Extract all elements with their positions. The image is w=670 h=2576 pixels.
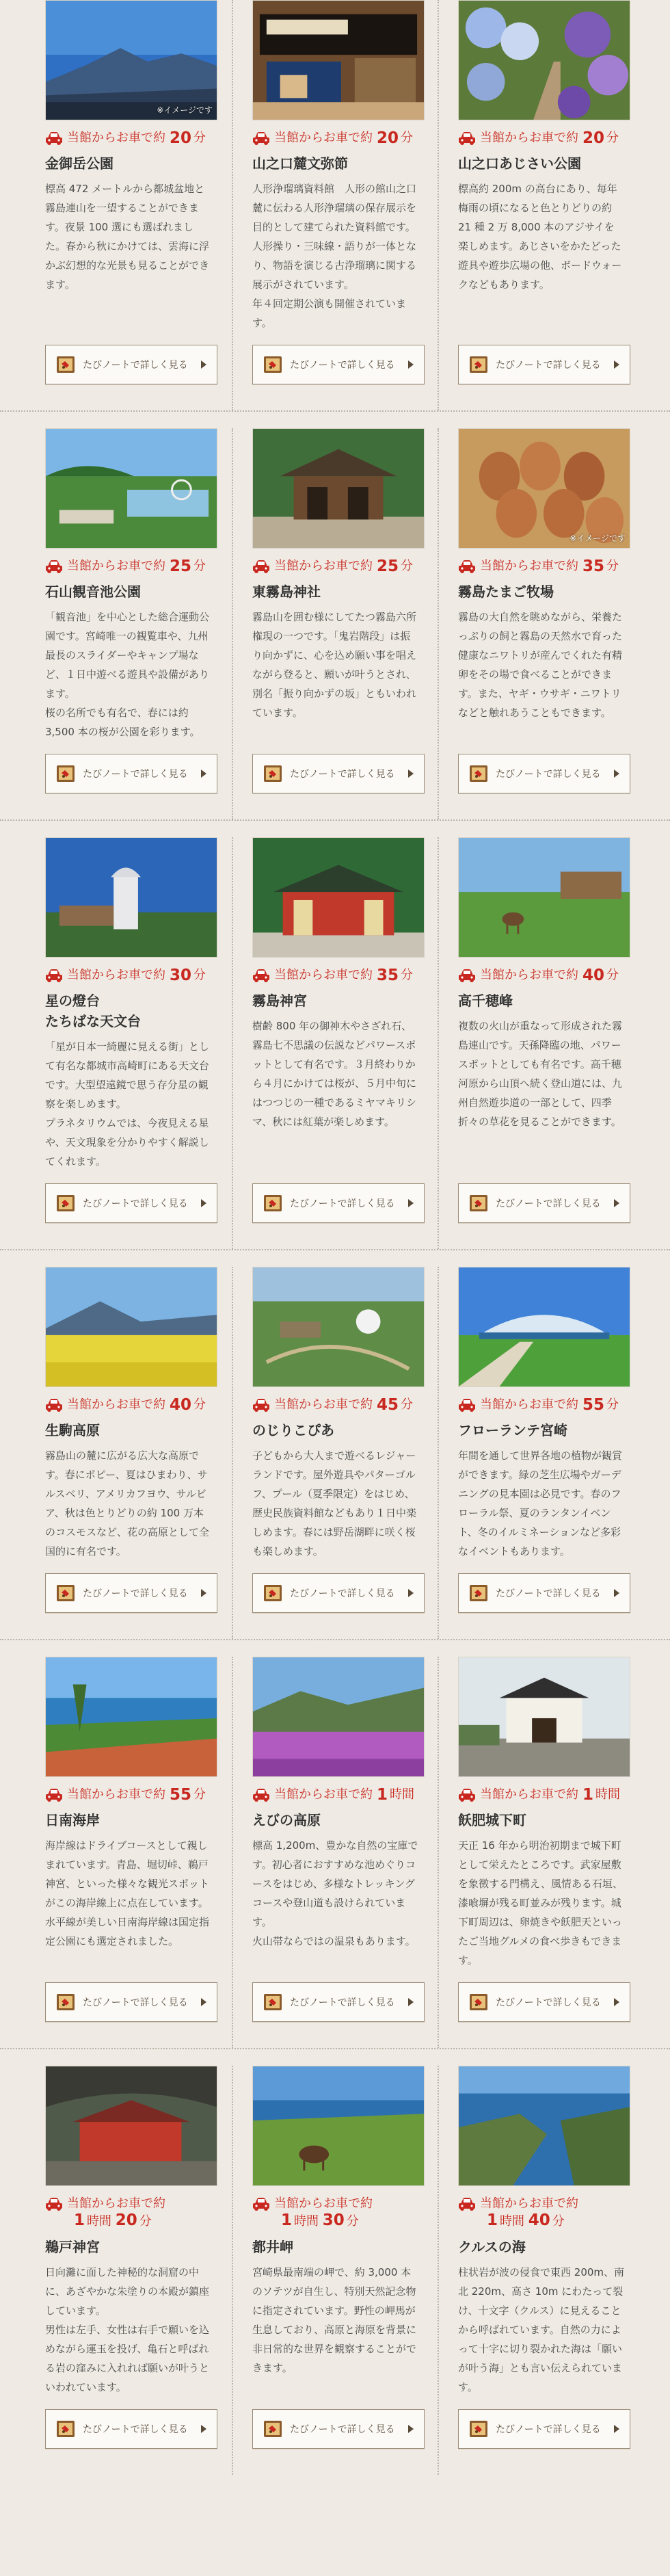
drive-time-prefix: 当館からお車で約 xyxy=(480,968,578,982)
drive-time-value: 25 xyxy=(377,557,399,575)
spot-photo-image xyxy=(253,2066,424,2185)
drive-time xyxy=(252,1787,418,1803)
spot-title: のじりこぴあ xyxy=(252,1422,334,1438)
drive-time xyxy=(45,130,213,146)
car-icon xyxy=(45,1787,63,1802)
notebook-icon xyxy=(468,2419,489,2439)
tabi-note-detail-button[interactable] xyxy=(45,345,217,384)
drive-time xyxy=(252,1397,418,1413)
detail-button-label: たびノートで詳しく見る xyxy=(83,2424,188,2435)
drive-time-unit: 分 xyxy=(606,968,619,982)
spot-description: 複数の火山が重なって形成された霧島連山です。天孫降臨の地、パワースポットとしても有名です。高千穂河原から山頂へ続く登山道には、九州自然遊歩道の一部として、四季折々の草花を見ることができます。 xyxy=(458,1020,623,1128)
arrow-right-icon xyxy=(407,770,414,778)
spot-title: 金御岳公園 xyxy=(45,155,113,172)
drive-time-prefix: 当館からお車で約 xyxy=(274,2196,373,2211)
drive-time-unit: 時間 xyxy=(87,2214,112,2229)
drive-time-value: 40 xyxy=(582,967,605,984)
tabi-note-detail-button[interactable] xyxy=(458,2409,630,2449)
spot-photo-image xyxy=(459,1,630,120)
car-icon xyxy=(252,559,270,574)
spot-description: 海岸線はドライブコースとして親しまれています。青島、堀切峠、鵜戸神宮、といった様々な観光スポットがこの海岸線上に点在しています。 水平線が美しい日南海岸線は国定指定公園にも選定されました。 xyxy=(45,1839,210,1947)
car-icon xyxy=(45,1397,63,1412)
tabi-note-detail-button[interactable] xyxy=(252,754,425,793)
tabi-note-detail-button[interactable] xyxy=(45,1183,217,1223)
drive-time-prefix: 当館からお車で約 xyxy=(480,1397,578,1412)
detail-button-label: たびノートで詳しく見る xyxy=(83,360,188,371)
drive-time-value: 1 xyxy=(582,1786,594,1804)
spot-card xyxy=(438,837,643,1249)
detail-button-label: たびノートで詳しく見る xyxy=(496,769,601,780)
spot-description: 標高 472 メートルから都城盆地と霧島連山を一望することができます。夜景 100 選にも選ばれました。春から秋にかけては、雲海に浮かぶ幻想的な光景も見ることができます。 xyxy=(45,183,210,291)
arrow-right-icon xyxy=(407,1589,414,1597)
drive-time xyxy=(45,967,213,984)
spot-description: 「観音池」を中心とした総合運動公園です。宮崎唯一の観覧車や、九州最長のスライダーやキャンプ場など、１日中遊べる遊具や設備があります。 桜の名所でも有名で、春には約 3,500 本の桜が公園を彩ります。 xyxy=(45,611,210,738)
drive-time-unit: 分 xyxy=(193,559,206,573)
drive-time xyxy=(252,967,418,984)
spot-card xyxy=(26,2066,232,2475)
spot-card xyxy=(438,428,643,819)
spot-photo xyxy=(458,0,630,120)
tabi-note-detail-button[interactable] xyxy=(252,1573,425,1613)
drive-time-value: 45 xyxy=(377,1396,399,1414)
spot-title: 山之口あじさい公園 xyxy=(458,155,581,172)
spot-card xyxy=(438,1267,643,1639)
spot-photo xyxy=(458,837,630,958)
notebook-icon xyxy=(468,1193,489,1213)
drive-time-hours: 1 xyxy=(487,2211,498,2229)
spot-card xyxy=(26,837,232,1249)
tabi-note-detail-button[interactable] xyxy=(252,1982,425,2022)
tabi-note-detail-button[interactable] xyxy=(45,1573,217,1613)
drive-time-unit: 分 xyxy=(193,968,206,982)
detail-button-label: たびノートで詳しく見る xyxy=(496,1997,601,2008)
spot-photo-image xyxy=(253,1657,424,1776)
spot-photo-image xyxy=(253,429,424,548)
notebook-icon xyxy=(55,763,76,784)
arrow-right-icon xyxy=(407,1998,414,2006)
spot-title: 高千穂峰 xyxy=(458,993,513,1009)
drive-time-unit: 時間 xyxy=(500,2214,525,2229)
spot-title: クルスの海 xyxy=(458,2239,526,2255)
drive-time-value: 55 xyxy=(170,1786,192,1804)
spot-photo-image xyxy=(253,1,424,120)
arrow-right-icon xyxy=(200,1199,207,1207)
drive-time-unit: 分 xyxy=(193,1787,206,1802)
drive-time xyxy=(45,1397,213,1413)
drive-time-prefix: 当館からお車で約 xyxy=(480,1787,578,1802)
detail-button-label: たびノートで詳しく見る xyxy=(83,1997,188,2008)
spot-description: 人形浄瑠璃資料館 人形の館山之口麓に伝わる人形浄瑠璃の保存展示を目的として建てられた資料館です。人形操り・三味線・語りが一体となり、物語を演じる古浄瑠璃に関する展示がされています。 年４回定期公演も開催されています。 xyxy=(252,183,417,329)
tabi-note-detail-button[interactable] xyxy=(252,2409,425,2449)
tabi-note-detail-button[interactable] xyxy=(45,2409,217,2449)
drive-time-prefix: 当館からお車で約 xyxy=(67,968,165,982)
drive-time-unit: 分 xyxy=(606,1397,619,1412)
car-icon xyxy=(45,559,63,574)
car-icon xyxy=(45,131,63,146)
drive-time-prefix: 当館からお車で約 xyxy=(274,968,373,982)
spot-photo-image xyxy=(46,838,217,957)
spot-title: 日南海岸 xyxy=(45,1812,100,1828)
tabi-note-detail-button[interactable] xyxy=(45,1982,217,2022)
spot-row xyxy=(0,0,670,412)
drive-time-value: 30 xyxy=(170,967,192,984)
notebook-icon xyxy=(263,1193,283,1213)
drive-time-unit: 分 xyxy=(552,2214,565,2229)
drive-time xyxy=(252,558,418,575)
drive-time xyxy=(45,1787,213,1803)
notebook-icon xyxy=(263,354,283,375)
spot-title: 星の燈台 たちばな天文台 xyxy=(45,993,141,1029)
notebook-icon xyxy=(55,354,76,375)
spot-photo xyxy=(252,837,425,958)
notebook-icon xyxy=(468,763,489,784)
car-icon xyxy=(458,2196,476,2211)
car-icon xyxy=(252,2196,270,2211)
spot-photo-image xyxy=(459,838,630,957)
spot-card xyxy=(26,428,232,819)
spot-photo xyxy=(45,837,217,958)
photo-note: ※イメージです xyxy=(157,105,213,115)
detail-button-label: たびノートで詳しく見る xyxy=(496,1588,601,1599)
spot-description: 霧島山の麓に広がる広大な高原です。春にポピー、夏はひまわり、サルスベリ、アメリカフヨウ、サルビア、秋は色とりどりの約 100 万本のコスモスなど、花の高原として全国的に有名です。 xyxy=(45,1449,210,1558)
drive-time-value: 25 xyxy=(170,557,192,575)
arrow-right-icon xyxy=(407,1199,414,1207)
spot-card xyxy=(438,0,643,410)
notebook-icon xyxy=(263,763,283,784)
spot-description: 霧島山を囲む様にしてたつ霧島六所権現の一つです。「鬼岩階段」は振り向かずに、心を込め願い事を唱えながら登ると、願いが叶うとされ､別名「振り向かずの坂」ともいわれています。 xyxy=(252,611,417,719)
drive-time-unit: 時間 xyxy=(595,1787,621,1802)
arrow-right-icon xyxy=(200,1589,207,1597)
spot-title: 山之口麓文弥節 xyxy=(252,155,348,172)
notebook-icon xyxy=(468,1583,489,1603)
spot-description: 日向灘に面した神秘的な洞窟の中に、あざやかな朱塗りの本殿が鎮座しています。 男性は左手、女性は右手で願いを込めながら運玉を投げ、亀石と呼ばれる岩の窪みに入れれば願いが叶うといわれています。 xyxy=(45,2266,210,2393)
drive-time-prefix: 当館からお車で約 xyxy=(274,1397,373,1412)
drive-time-value: 20 xyxy=(377,129,399,147)
drive-time-prefix: 当館からお車で約 xyxy=(480,131,578,145)
drive-time-minutes: 20 xyxy=(115,2211,137,2229)
detail-button-label: たびノートで詳しく見る xyxy=(83,1588,188,1599)
drive-time-minutes: 30 xyxy=(322,2211,345,2229)
drive-time-value: 20 xyxy=(170,129,192,147)
notebook-icon xyxy=(263,2419,283,2439)
spot-description: 年間を通して世界各地の植物が観賞ができます。緑の芝生広場やガーデニングの見本園は必見です。春のフローラル祭、夏のランタンイベント、冬のイルミネーションなど多彩なイベントもあります。 xyxy=(458,1449,623,1558)
drive-time-prefix: 当館からお車で約 xyxy=(274,1787,373,1802)
car-icon xyxy=(458,131,476,146)
spot-photo xyxy=(252,1657,425,1777)
spot-photo-image xyxy=(46,1267,217,1386)
car-icon xyxy=(252,1397,270,1412)
arrow-right-icon xyxy=(200,1998,207,2006)
drive-time-unit: 時間 xyxy=(294,2214,319,2229)
drive-time-value: 40 xyxy=(170,1396,192,1414)
arrow-right-icon xyxy=(613,770,620,778)
detail-button-label: たびノートで詳しく見る xyxy=(290,360,395,371)
drive-time-prefix: 当館からお車で約 xyxy=(480,2196,578,2211)
drive-time-unit: 分 xyxy=(193,1397,206,1412)
drive-time-unit: 分 xyxy=(401,1397,414,1412)
spot-card xyxy=(438,2066,643,2475)
car-icon xyxy=(45,2196,63,2211)
spot-card xyxy=(26,0,232,410)
car-icon xyxy=(45,968,63,983)
spot-title: 鵜戸神宮 xyxy=(45,2239,100,2255)
drive-time-value: 20 xyxy=(582,129,605,147)
spot-photo xyxy=(252,1267,425,1387)
spot-row xyxy=(0,837,670,1250)
arrow-right-icon xyxy=(613,1199,620,1207)
notebook-icon xyxy=(55,1583,76,1603)
detail-button-label: たびノートで詳しく見る xyxy=(290,769,395,780)
spot-title: 霧島たまご牧場 xyxy=(458,583,554,600)
tabi-note-detail-button[interactable] xyxy=(458,1982,630,2022)
spot-photo xyxy=(458,1657,630,1777)
spot-photo-image xyxy=(46,1,217,120)
spot-photo xyxy=(45,428,217,549)
notebook-icon xyxy=(263,1992,283,2012)
detail-button-label: たびノートで詳しく見る xyxy=(496,1198,601,1209)
arrow-right-icon xyxy=(613,1589,620,1597)
spot-photo xyxy=(252,2066,425,2186)
drive-time-unit: 分 xyxy=(606,131,619,145)
spot-card xyxy=(232,1657,438,2048)
spot-row xyxy=(0,1267,670,1640)
spot-card xyxy=(26,1267,232,1639)
spot-photo-image xyxy=(46,1657,217,1776)
tabi-note-detail-button[interactable] xyxy=(458,754,630,793)
spot-row xyxy=(0,2066,670,2475)
tabi-note-detail-button[interactable] xyxy=(252,345,425,384)
drive-time-prefix: 当館からお車で約 xyxy=(67,2196,165,2211)
spot-title: フローランテ宮崎 xyxy=(458,1422,567,1438)
spot-title: 生駒高原 xyxy=(45,1422,100,1438)
detail-button-label: たびノートで詳しく見る xyxy=(496,360,601,371)
notebook-icon xyxy=(55,1992,76,2012)
car-icon xyxy=(458,559,476,574)
tabi-note-detail-button[interactable] xyxy=(458,1573,630,1613)
photo-note: ※イメージです xyxy=(570,534,626,543)
drive-time-prefix: 当館からお車で約 xyxy=(274,559,373,573)
drive-time-value: 35 xyxy=(377,967,399,984)
drive-time xyxy=(458,2196,624,2230)
tabi-note-detail-button[interactable] xyxy=(458,1183,630,1223)
tabi-note-detail-button[interactable] xyxy=(458,345,630,384)
drive-time xyxy=(252,130,418,146)
spot-card xyxy=(232,0,438,410)
drive-time-unit: 時間 xyxy=(390,1787,415,1802)
spot-photo-image xyxy=(46,2066,217,2185)
drive-time-value: 35 xyxy=(582,557,605,575)
drive-time-prefix: 当館からお車で約 xyxy=(67,559,165,573)
tabi-note-detail-button[interactable] xyxy=(252,1183,425,1223)
notebook-icon xyxy=(263,1583,283,1603)
arrow-right-icon xyxy=(613,1998,620,2006)
arrow-right-icon xyxy=(613,360,620,369)
drive-time-unit: 分 xyxy=(606,559,619,573)
spot-title: えびの高原 xyxy=(252,1812,321,1828)
spot-description: 「星が日本一綺麗に見える街」として有名な都城市高崎町にある天文台です。大型望遠鏡で思う存分星の観察を楽しめます。 プラネタリウムでは、今夜見える星や、天文現象を分かりやすく解説してくれます。 xyxy=(45,1040,210,1168)
drive-time-unit: 分 xyxy=(401,559,414,573)
arrow-right-icon xyxy=(200,2425,207,2433)
detail-button-label: たびノートで詳しく見る xyxy=(83,769,188,780)
spot-title: 都井岬 xyxy=(252,2239,293,2255)
notebook-icon xyxy=(468,354,489,375)
tabi-note-detail-button[interactable] xyxy=(45,754,217,793)
spot-title: 石山観音池公園 xyxy=(45,583,141,600)
car-icon xyxy=(458,1397,476,1412)
car-icon xyxy=(252,131,270,146)
arrow-right-icon xyxy=(200,770,207,778)
spot-photo xyxy=(45,1267,217,1387)
car-icon xyxy=(458,1787,476,1802)
drive-time-unit: 分 xyxy=(401,131,414,145)
drive-time xyxy=(458,1787,624,1803)
car-icon xyxy=(458,968,476,983)
detail-button-label: たびノートで詳しく見る xyxy=(290,1997,395,2008)
spot-photo xyxy=(45,1657,217,1777)
drive-time-minutes: 40 xyxy=(528,2211,550,2229)
drive-time-unit: 分 xyxy=(401,968,414,982)
drive-time xyxy=(458,558,624,575)
drive-time-hours: 1 xyxy=(74,2211,85,2229)
spot-photo-image xyxy=(253,838,424,957)
drive-time-prefix: 当館からお車で約 xyxy=(67,131,165,145)
spot-photo-image xyxy=(459,1267,630,1386)
spot-description: 子どもから大人まで遊べるレジャーランドです。屋外遊具やパターゴルフ、プール（夏季限定）をはじめ、歴史民族資料館などもあり１日中楽しめます。春には野岳湖畔に咲く桜も楽しめます。 xyxy=(252,1449,417,1558)
spot-photo-image xyxy=(459,2066,630,2185)
drive-time xyxy=(458,967,624,984)
arrow-right-icon xyxy=(200,360,207,369)
drive-time-unit: 分 xyxy=(139,2214,152,2229)
spot-description: 天正 16 年から明治初期まで城下町として栄えたところです。武家屋敷を象徴する門構え、風情ある石垣、漆喰塀が残る町並みが残ります。城下町周辺は、卵焼きや飫肥天といったご当地グルメの食べ歩きもできます。 xyxy=(458,1839,623,1967)
drive-time xyxy=(458,1397,624,1413)
spot-photo xyxy=(252,428,425,549)
spot-row xyxy=(0,428,670,821)
drive-time-value: 1 xyxy=(377,1786,388,1804)
spot-card xyxy=(438,1657,643,2048)
drive-time xyxy=(252,2196,418,2230)
detail-button-label: たびノートで詳しく見る xyxy=(290,1588,395,1599)
spot-title: 東霧島神社 xyxy=(252,583,321,600)
notebook-icon xyxy=(55,2419,76,2439)
notebook-icon xyxy=(55,1193,76,1213)
drive-time xyxy=(458,130,624,146)
drive-time-hours: 1 xyxy=(281,2211,293,2229)
spot-card xyxy=(232,428,438,819)
notebook-icon xyxy=(468,1992,489,2012)
spot-row xyxy=(0,1657,670,2049)
spot-description: 宮崎県最南端の岬で、約 3,000 本のソテツが自生し、特別天然記念物に指定されています。野性の岬馬が生息しており、高原と海原を背景に非日常的な世界を観察することができます。 xyxy=(252,2266,417,2374)
detail-button-label: たびノートで詳しく見る xyxy=(290,2424,395,2435)
spot-photo xyxy=(252,0,425,120)
drive-time-unit: 分 xyxy=(193,131,206,145)
spot-photo xyxy=(458,428,630,549)
spot-card xyxy=(232,2066,438,2475)
drive-time xyxy=(45,558,213,575)
spot-photo-image xyxy=(459,1657,630,1776)
drive-time-prefix: 当館からお車で約 xyxy=(67,1787,165,1802)
drive-time xyxy=(45,2196,213,2230)
spot-photo-image xyxy=(459,429,630,548)
car-icon xyxy=(252,968,270,983)
spot-description: 標高 1,200m、豊かな自然の宝庫です。初心者におすすめな池めぐりコースをはじめ、多様なトレッキングコースや登山道も設けられています。 火山帯ならではの温泉もあります。 xyxy=(252,1839,418,1947)
spot-title: 霧島神宮 xyxy=(252,993,307,1009)
detail-button-label: たびノートで詳しく見る xyxy=(496,2424,601,2435)
drive-time-value: 55 xyxy=(582,1396,605,1414)
spot-photo xyxy=(458,2066,630,2186)
drive-time-prefix: 当館からお車で約 xyxy=(67,1397,165,1412)
drive-time-prefix: 当館からお車で約 xyxy=(274,131,373,145)
spot-photo xyxy=(458,1267,630,1387)
drive-time-unit: 分 xyxy=(346,2214,359,2229)
arrow-right-icon xyxy=(613,2425,620,2433)
drive-time-prefix: 当館からお車で約 xyxy=(480,559,578,573)
spot-description: 霧島の大自然を眺めながら、栄養たっぷりの飼と霧島の天然水で育った健康なニワトリが産んでくれた有精卵をその場で食べることができます。また、ヤギ・ウサギ・ニワトリなどと触れあうこともできます。 xyxy=(458,611,623,719)
spot-description: 標高約 200m の高台にあり、毎年梅雨の頃になると色とりどりの約 21 種 2 万 8,000 本のアジサイを楽しめます。あじさいをかたどった遊具や遊歩広場の他、ボードウォークなどもあります。 xyxy=(458,183,622,291)
spot-card xyxy=(26,1657,232,2048)
spot-photo-image xyxy=(46,429,217,548)
car-icon xyxy=(252,1787,270,1802)
spot-photo xyxy=(45,2066,217,2186)
spot-photo-image xyxy=(253,1267,424,1386)
spot-description: 柱状岩が波の侵食で東西 200m、南北 220m、高さ 10m にわたって裂け、十文字（クルス）に見えることから呼ばれています。自然の力によって十字に切り裂かれた海は「願いが叶う海」とも言い伝えられています。 xyxy=(458,2266,625,2393)
spot-card xyxy=(232,1267,438,1639)
spot-card xyxy=(232,837,438,1249)
arrow-right-icon xyxy=(407,2425,414,2433)
arrow-right-icon xyxy=(407,360,414,369)
spot-title: 飫肥城下町 xyxy=(458,1812,526,1828)
detail-button-label: たびノートで詳しく見る xyxy=(290,1198,395,1209)
spot-description: 樹齢 800 年の御神木やさざれ石、霧島七不思議の伝説などパワースポットとして有名です。３月終わりから４月にかけては桜が、５月中旬にはつつじの一種であるミヤマキリシマ、秋には紅葉が楽しめます。 xyxy=(252,1020,417,1128)
detail-button-label: たびノートで詳しく見る xyxy=(83,1198,188,1209)
spot-photo xyxy=(45,0,217,120)
